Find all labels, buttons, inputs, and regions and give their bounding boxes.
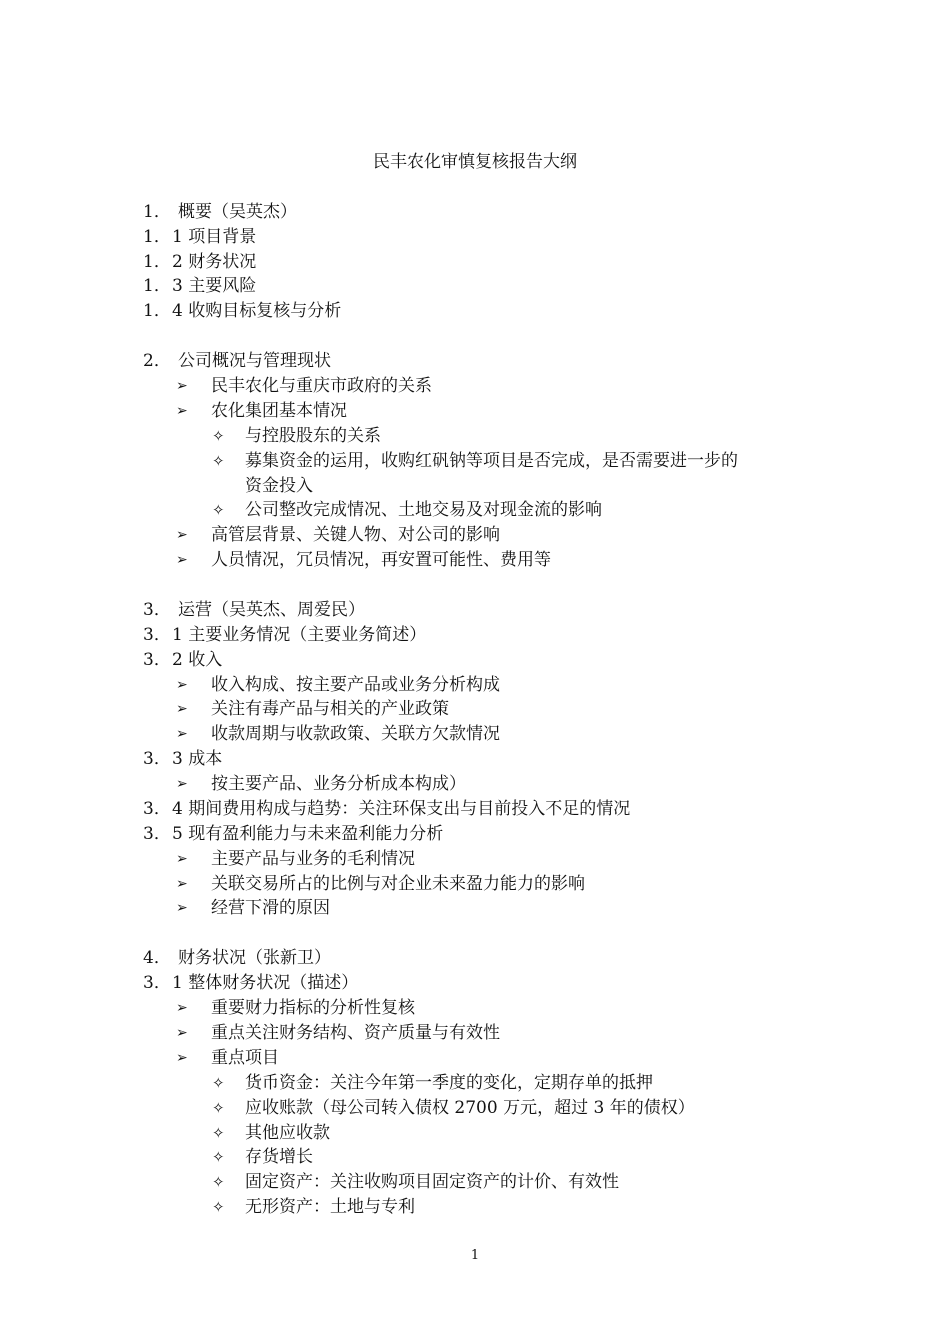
arrow-bullet-icon: ➢	[176, 403, 188, 419]
diamond-bullet-icon: ✧	[212, 1198, 225, 1216]
page-number: 1	[470, 1248, 480, 1263]
diamond-bullet-icon: ✧	[212, 1124, 225, 1142]
arrow-bullet-icon: ➢	[176, 552, 188, 568]
diamond-bullet-icon: ✧	[212, 452, 225, 470]
arrow-bullet-icon: ➢	[176, 527, 188, 543]
diamond-bullet-icon: ✧	[212, 1173, 225, 1191]
arrow-bullet-icon: ➢	[176, 1050, 188, 1066]
arrow-bullet-icon: ➢	[176, 776, 188, 792]
arrow-bullet-icon: ➢	[176, 378, 188, 394]
arrow-bullet-icon: ➢	[176, 1000, 188, 1016]
diamond-bullet-icon: ✧	[212, 1074, 225, 1092]
arrow-bullet-icon: ➢	[176, 876, 188, 892]
document-page: 民丰农化审慎复核报告大纲 1． 概要（吴英杰） 1． 1 项目背景 1． 2 财务状况 1． 3 主要风险 1． 4 收购目标复核与分析 2． 公司概况与管理现状 ➢ 民丰农化与重庆市政府的关系 ➢ 农化集团基本情况 ✧ 与控股股东的关系 ✧ 募集资金的运用，收购红矾钠等项目是否完成，是否需要进一步的 资金投入 ✧ 公司整改完成情况、土地交易及对现金流的影响 ➢ 高管层背景、关键人物、对公司的影响 ➢ 人员情况，冗员情况，再安置可能性、费用等 3． 运营（吴英杰、周爱民） 3． 1 主要业务情况（主要业务简述） 3． 2 收入 ➢ 收入构成、按主要产品或业务分析构成 ➢ 关注有毒产品与相关的产业政策 ➢ 收款周期与收款政策、关联方欠款情况 3． 3 成本 ➢ 按主要产品、业务分析成本构成） 3． 4 期间费用构成与趋势：关注环保支出与目前投入不足的情况 3． 5 现有盈利能力与未来盈利能力分析 ➢ 主要产品与业务的毛利情况 ➢ 关联交易所占的比例与对企业未来盈力能力的影响 ➢ 经营下滑的原因 4． 财务状况（张新卫） 3． 1 整体财务状况（描述） ➢ 重要财力指标的分析性复核 ➢ 重点关注财务结构、资产质量与有效性 ➢ 重点项目 ✧ 货币资金：关注今年第一季度的变化，定期存单的抵押 ✧ 应收账款（母公司转入债权 2700 万元，超过 3 年的债权） ✧ 其他应收款 ✧ 存货增长 ✧ 固定资产：关注收购项目固定资产的计价、有效性 ✧ 无形资产：土地与专利 1	[0, 0, 950, 1344]
document-title: 民丰农化审慎复核报告大纲	[373, 152, 577, 172]
arrow-bullet-icon: ➢	[176, 701, 188, 717]
diamond-bullet-icon: ✧	[212, 1148, 225, 1166]
diamond-bullet-icon: ✧	[212, 427, 225, 445]
arrow-bullet-icon: ➢	[176, 851, 188, 867]
diamond-bullet-icon: ✧	[212, 501, 225, 519]
arrow-bullet-icon: ➢	[176, 726, 188, 742]
arrow-bullet-icon: ➢	[176, 677, 188, 693]
diamond-bullet-icon: ✧	[212, 1099, 225, 1117]
arrow-bullet-icon: ➢	[176, 900, 188, 916]
arrow-bullet-icon: ➢	[176, 1025, 188, 1041]
